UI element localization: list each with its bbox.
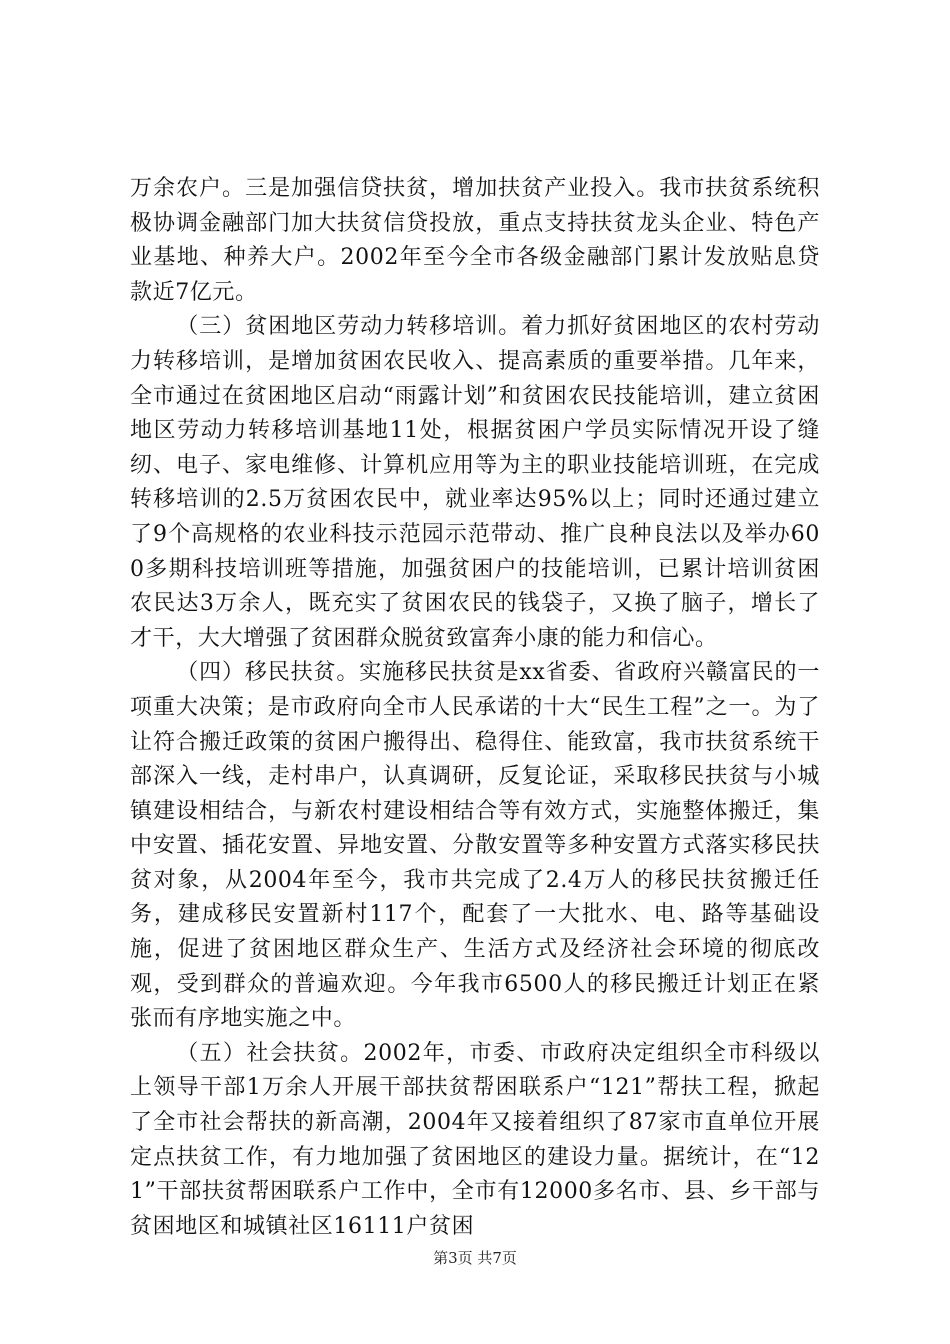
paragraph-social-poverty-relief: （五）社会扶贫。2002年，市委、市政府决定组织全市科级以上领导干部1万余人开展干部扶贫帮困联系户“121”帮扶工程，掀起了全市社会帮扶的新高潮，2004年又接着组织了87家市直单位开展定点扶贫工作，有力地加强了贫困地区的建设力量。据统计，在“121”干部扶贫帮困联系户工作中，全市有12000多名市、县、乡干部与贫困地区和城镇社区16111户贫困 bbox=[130, 1040, 820, 1239]
paragraph-relocation-poverty-relief: （四）移民扶贫。实施移民扶贫是xx省委、省政府兴赣富民的一项重大决策；是市政府向全市人民承诺的十大“民生工程”之一。为了让符合搬迁政策的贫困户搬得出、稳得住、能致富，我市扶贫系统干部深入一线，走村串户，认真调研，反复论证，采取移民扶贫与小城镇建设相结合，与新农村建设相结合等有效方式，实施整体搬迁，集中安置、插花安置、异地安置、分散安置等多种安置方式落实移民扶贫对象，从2004年至今，我市共完成了2.4万人的移民扶贫搬迁任务，建成移民安置新村117个，配套了一大批水、电、路等基础设施，促进了贫困地区群众生产、生活方式及经济社会环境的彻底改观，受到群众的普遍欢迎。今年我市6500人的移民搬迁计划正在紧张而有序地实施之中。 bbox=[130, 660, 820, 1032]
document-body bbox=[130, 172, 820, 1244]
page-number-label: 第3页 共7页 bbox=[433, 1249, 517, 1267]
paragraph-labor-transfer-training: （三）贫困地区劳动力转移培训。着力抓好贫困地区的农村劳动力转移培训，是增加贫困农民收入、提高素质的重要举措。几年来，全市通过在贫困地区启动“雨露计划”和贫困农民技能培训，建立贫困地区劳动力转移培训基地11处，根据贫困户学员实际情况开设了缝纫、电子、家电维修、计算机应用等为主的职业技能培训班，在完成转移培训的2.5万贫困农民中，就业率达95%以上；同时还通过建立了9个高规格的农业科技示范园示范带动、推广良种良法以及举办600多期科技培训班等措施，加强贫困户的技能培训，已累计培训贫困农民达3万余人，既充实了贫困农民的钱袋子，又换了脑子，增长了才干，大大增强了贫困群众脱贫致富奔小康的能力和信心。 bbox=[130, 314, 820, 651]
page-footer bbox=[0, 1248, 950, 1268]
paragraph-credit-poverty-relief: 万余农户。三是加强信贷扶贫，增加扶贫产业投入。我市扶贫系统积极协调金融部门加大扶贫信贷投放，重点支持扶贫龙头企业、特色产业基地、种养大户。2002年至今全市各级金融部门累计发放贴息贷款近7亿元。 bbox=[130, 176, 820, 305]
